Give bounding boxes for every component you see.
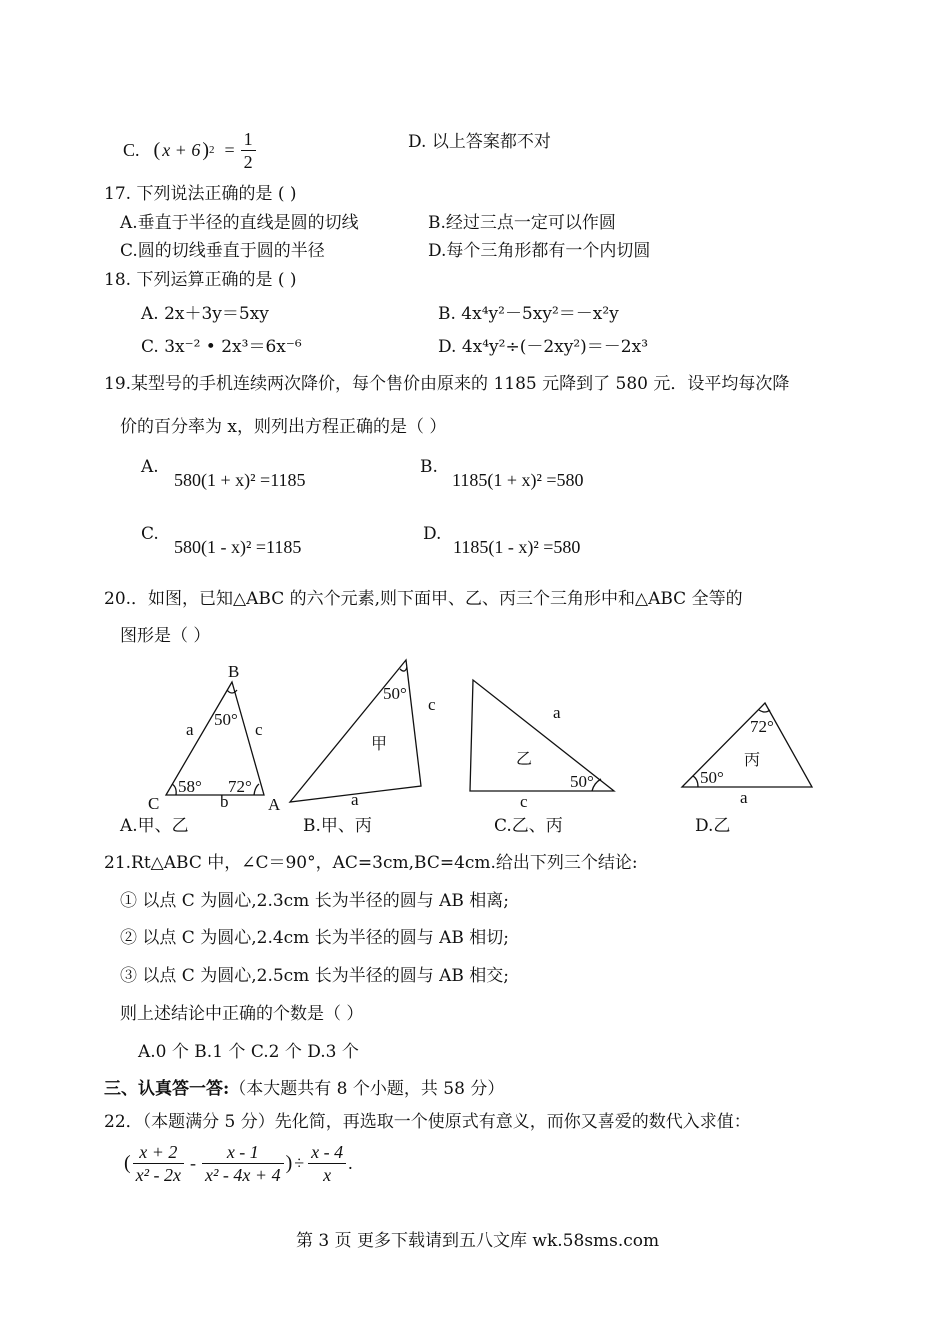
label-yi-name: 乙	[516, 751, 533, 768]
q21-statement-1: ① 以点 C 为圆心,2.3cm 长为半径的圆与 AB 相离;	[120, 891, 510, 911]
label-jia-side-c: c	[428, 695, 436, 714]
expr-inner: x + 6	[162, 140, 201, 160]
q19-option-b-label: B.	[420, 457, 438, 477]
q20-stem-line2: 图形是（ ）	[120, 626, 211, 646]
angle-arc-c	[172, 784, 176, 795]
denominator: 2	[243, 151, 253, 172]
section3-note: （本大题共有 8 个小题，共 58 分）	[229, 1079, 505, 1099]
fraction-3	[308, 1141, 346, 1186]
q17-option-c: C.圆的切线垂直于圆的半径	[120, 241, 325, 261]
label-angle-b: 50°	[214, 710, 238, 729]
q17-option-a: A.垂直于半径的直线是圆的切线	[120, 213, 359, 233]
divide-sign: ÷	[294, 1153, 305, 1173]
q17-option-d: D.每个三角形都有一个内切圆	[428, 241, 651, 261]
label-side-a: a	[186, 720, 194, 739]
label-side-b: b	[220, 792, 229, 811]
section3-heading: 三、认真答一答	[104, 1079, 223, 1099]
q18-option-d: D. 4x⁴y²÷(－2xy²)＝－2x³	[438, 337, 649, 357]
q21-statement-2: ② 以点 C 为圆心,2.4cm 长为半径的圆与 AB 相切;	[120, 928, 510, 948]
q19-option-d-expr: 1185(1 - x)² =580	[453, 537, 581, 557]
q19-option-c-expr: 580(1 - x)² =1185	[174, 537, 302, 557]
fraction-3-numerator: x - 4	[308, 1141, 346, 1164]
label-yi-angle: 50°	[570, 772, 594, 791]
q16-option-d: D. 以上答案都不对	[408, 132, 551, 152]
fraction-2-numerator: x - 1	[202, 1141, 284, 1164]
q19-stem-line2: 价的百分率为 x，则列出方程正确的是（ ）	[120, 417, 447, 437]
q19-option-d-label: D.	[423, 524, 442, 544]
q19-option-a-expr: 580(1 + x)² =1185	[174, 470, 306, 490]
q21-stem: 21.Rt△ABC 中，∠C＝90°，AC=3cm,BC=4cm.给出下列三个结论:	[104, 853, 638, 873]
fraction-1	[133, 1141, 184, 1186]
label-bing-angle-left: 50°	[700, 768, 724, 787]
label-yi-side-a: a	[553, 703, 561, 722]
q19-option-b-expr: 1185(1 + x)² =580	[452, 470, 584, 490]
q20-option-b: B.甲、丙	[303, 816, 372, 836]
q16-option-c-label: C.	[123, 140, 140, 160]
q21-statement-3: ③ 以点 C 为圆心,2.5cm 长为半径的圆与 AB 相交;	[120, 966, 510, 986]
numerator: 1	[241, 128, 256, 151]
q18-stem: 18. 下列运算正确的是 ( )	[104, 270, 297, 290]
open-paren: (	[124, 1152, 131, 1174]
angle-arc-a	[254, 784, 259, 795]
period: .	[348, 1153, 353, 1173]
label-bing-side-a: a	[740, 788, 748, 807]
equals-sign: =	[224, 140, 235, 160]
label-vertex-b: B	[228, 662, 240, 681]
q21-options: A.0 个 B.1 个 C.2 个 D.3 个	[138, 1042, 359, 1062]
power: 2	[209, 144, 215, 156]
minus-sign: -	[190, 1153, 197, 1173]
label-jia-name: 甲	[371, 736, 388, 753]
q22-expression	[124, 1138, 353, 1188]
section3-heading-line	[104, 1078, 504, 1100]
q18-option-c: C. 3x⁻² • 2x³＝6x⁻⁶	[141, 337, 302, 357]
q17-option-b: B.经过三点一定可以作圆	[428, 213, 616, 233]
fraction-2	[202, 1141, 284, 1186]
label-bing-name: 丙	[744, 752, 761, 769]
label-side-c: c	[255, 720, 263, 739]
paren-close: )	[202, 139, 209, 161]
label-jia-vertex-a: A	[268, 795, 281, 814]
fraction-1-numerator: x + 2	[133, 1141, 184, 1164]
triangle-jia	[290, 660, 421, 802]
q19-option-c-label: C.	[141, 524, 159, 544]
q18-option-b: B. 4x⁴y²－5xy²＝－x²y	[438, 304, 619, 324]
q18-option-a: A. 2x＋3y＝5xy	[141, 304, 269, 324]
label-angle-c: 58°	[178, 777, 202, 796]
label-bing-angle-top: 72°	[750, 717, 774, 736]
section3-colon: :	[223, 1079, 230, 1099]
q17-stem: 17. 下列说法正确的是 ( )	[104, 184, 297, 204]
label-angle-a: 72°	[228, 777, 252, 796]
label-jia-side-a: a	[351, 790, 359, 809]
q19-stem-line1: 19.某型号的手机连续两次降价，每个售价由原来的 1185 元降到了 580 元．设平均每次降	[104, 374, 790, 394]
angle-arc-jia	[400, 667, 407, 671]
paren-open: (	[153, 139, 161, 161]
q20-stem-line1: 20.．如图，已知△ABC 的六个元素,则下面甲、乙、丙三个三角形中和△ABC 全等的	[104, 589, 743, 609]
label-jia-angle: 50°	[383, 684, 407, 703]
q20-option-c: C.乙、丙	[494, 816, 563, 836]
fraction-3-denominator: x	[323, 1164, 332, 1185]
page-footer: 第 3 页 更多下载请到五八文库 wk.58sms.com	[296, 1231, 660, 1251]
q22-stem: 22．（本题满分 5 分）先化简，再选取一个使原式有意义，而你又喜爱的数代入求值：	[104, 1112, 751, 1132]
fraction-1-denominator: x² - 2x	[135, 1164, 182, 1185]
q20-option-a: A.甲、乙	[120, 816, 189, 836]
label-vertex-c: C	[148, 794, 160, 813]
fraction-2-denominator: x² - 4x + 4	[205, 1164, 281, 1185]
q21-ask: 则上述结论中正确的个数是（ ）	[120, 1004, 364, 1024]
label-yi-side-c: c	[520, 792, 528, 811]
angle-arc-bing-left	[693, 776, 698, 787]
q20-option-d: D.乙	[695, 816, 731, 836]
q19-option-a-label: A.	[141, 457, 159, 477]
close-paren: )	[285, 1152, 293, 1174]
